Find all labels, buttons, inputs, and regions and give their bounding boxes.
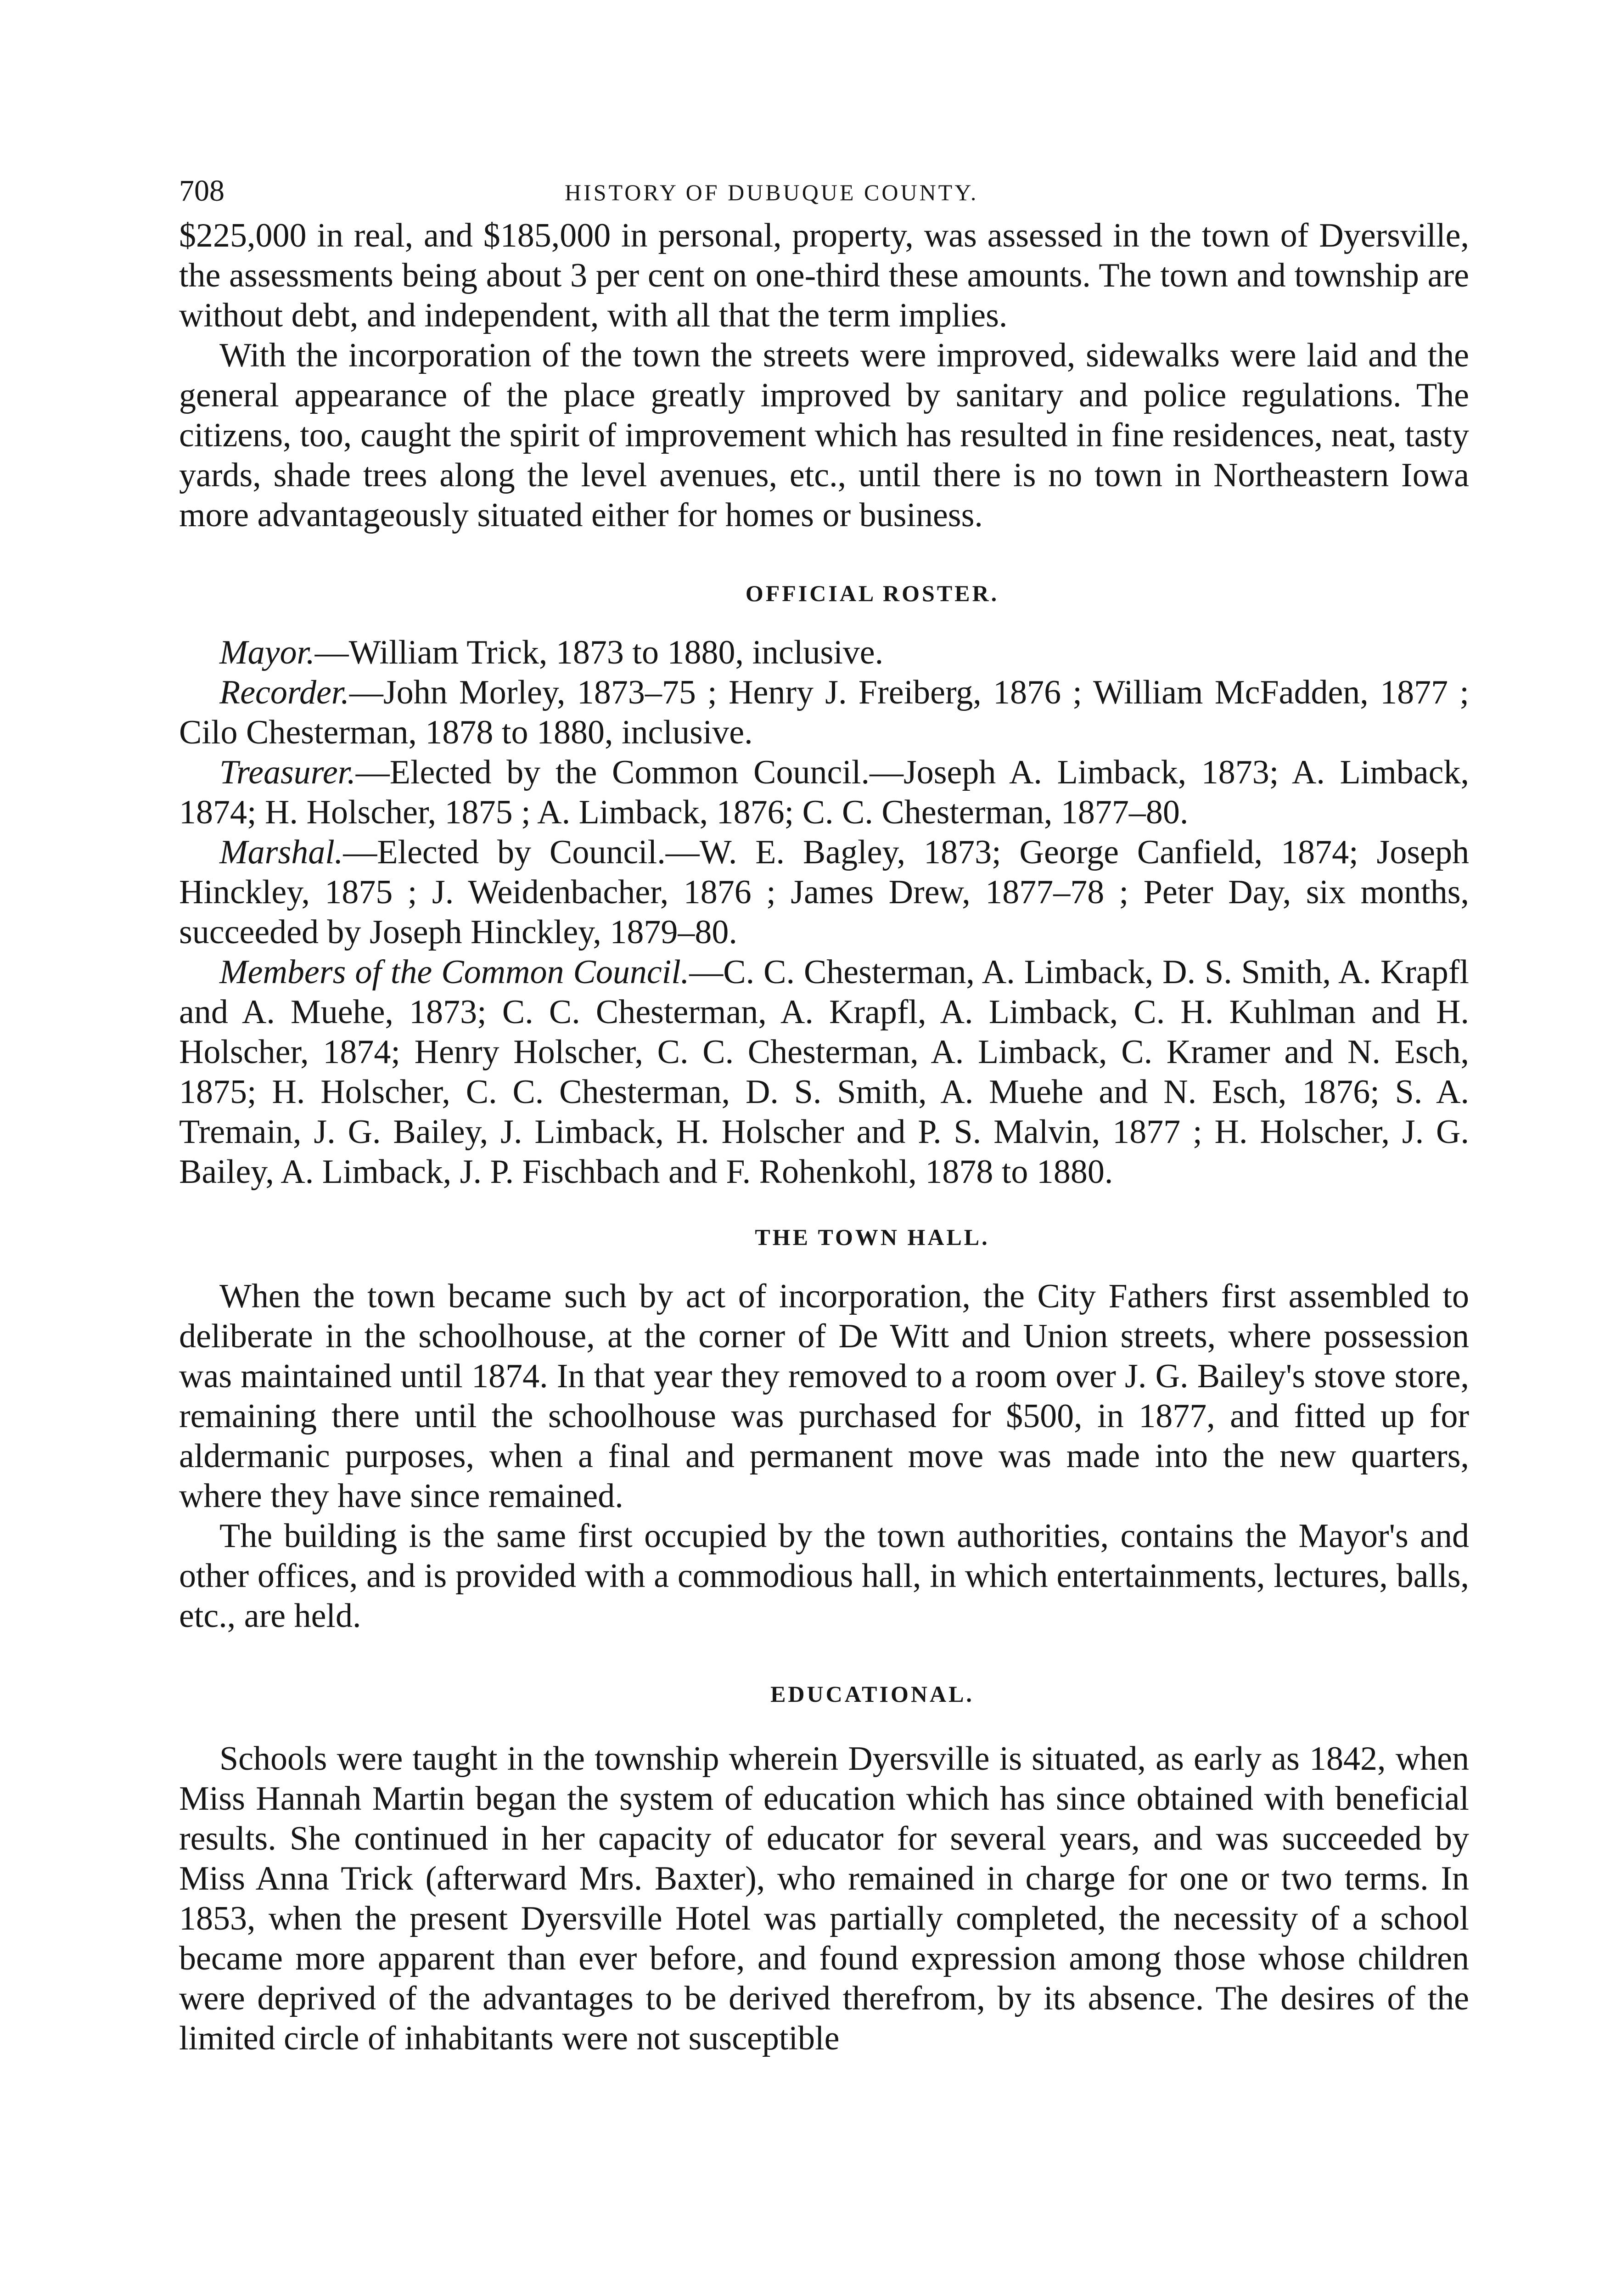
intro-section: [179, 216, 1469, 535]
intro-paragraph-assessment: $225,000 in real, and $185,000 in personal, property, was assessed in the town of Dyersville, the assessments being about 3 per cent on one-third these amounts. The town and township are without debt, and independent, with all that the term implies.: [179, 217, 1469, 334]
educational-heading: EDUCATIONAL.: [770, 1681, 974, 1707]
roster-entry-mayor: [179, 633, 1469, 673]
educational-section: [179, 1676, 1469, 2059]
roster-text: —John Morley, 1873–75 ; Henry J. Freiberg, 1876 ; William McFadden, 1877 ; Cilo Chesterman, 1878 to 1880, inclusive.: [179, 674, 1469, 751]
town-hall-paragraph-building: The building is the same first occupied by the town authorities, contains the Mayor's and other offices, and is provided with a commodious hall, in which entertainments, lectures, balls, etc., are held.: [179, 1517, 1469, 1635]
town-hall-heading: THE TOWN HALL.: [755, 1224, 990, 1250]
running-head: [179, 165, 1469, 216]
roster-text: —Elected by Council.—W. E. Bagley, 1873; George Canfield, 1874; Joseph Hinckley, 1875 ; J. Weidenbacher, 1876 ; James Drew, 1877–78 ; Peter Day, six months, succeeded by Joseph Hinckley, 1879–80.: [179, 833, 1469, 951]
official-roster-section: [179, 575, 1469, 1192]
educational-paragraph: Schools were taught in the township wherein Dyersville is situated, as early as 1842, when Miss Hannah Martin began the system of education which has since obtained with beneficial results. She continued in her capacity of educator for several years, and was succeeded by Miss Anna Trick (afterward Mrs. Baxter), who remained in charge for one or two terms. In 1853, when the present Dyersville Hotel was partially completed, the necessity of a school became more apparent than ever before, and found expression among those whose children were deprived of the advantages to be derived therefrom, by its absence. The desires of the limited circle of inhabitants were not susceptible: [179, 1740, 1469, 2057]
roster-entry-recorder: [179, 673, 1469, 753]
roster-entry-treasurer: [179, 753, 1469, 833]
town-hall-section: [179, 1219, 1469, 1636]
roster-role: Mayor.: [219, 634, 315, 671]
roster-entry-council: [179, 952, 1469, 1192]
town-hall-paragraph-history: When the town became such by act of incorporation, the City Fathers first assembled to deliberate in the schoolhouse, at the corner of De Witt and Union streets, where possession was maintained until 1874. In that year they removed to a room over J. G. Bailey's stove store, remaining there until the schoolhouse was purchased for $500, in 1877, and fitted up for aldermanic purposes, when a final and permanent move was made into the new quarters, where they have since remained.: [179, 1277, 1469, 1515]
roster-role: Members of the Common Council.: [219, 953, 690, 991]
roster-text: —William Trick, 1873 to 1880, inclusive.: [314, 634, 884, 671]
intro-paragraph-improvement: With the incorporation of the town the streets were improved, sidewalks were laid and the general appearance of the place greatly improved by sanitary and police regulations. The citizens, too, caught the spirit of improvement which has resulted in fine residences, neat, tasty yards, shade trees along the level avenues, etc., until there is no town in Northeastern Iowa more advantageously situated either for homes or business.: [179, 337, 1469, 534]
roster-role: Treasurer.: [219, 754, 356, 791]
roster-entry-marshal: [179, 833, 1469, 952]
page-number: 708: [179, 174, 224, 208]
roster-text: —Elected by the Common Council.—Joseph A. Limback, 1873; A. Limback, 1874; H. Holscher, 1875 ; A. Limback, 1876; C. C. Chesterman, 1877–80.: [179, 754, 1469, 831]
official-roster-heading: OFFICIAL ROSTER.: [745, 580, 999, 606]
roster-text: —C. C. Chesterman, A. Limback, D. S. Smith, A. Krapfl and A. Muehe, 1873; C. C. Chesterman, A. Krapfl, A. Limback, C. H. Kuhlman and H. Holscher, 1874; Henry Holscher, C. C. Chesterman, A. Limback, C. Kramer and N. Esch, 1875; H. Holscher, C. C. Chesterman, D. S. Smith, A. Muehe and N. Esch, 1876; S. A. Tremain, J. G. Bailey, J. Limback, H. Holscher and P. S. Malvin, 1877 ; H. Holscher, J. G. Bailey, A. Limback, J. P. Fischbach and F. Rohenkohl, 1878 to 1880.: [179, 953, 1469, 1191]
roster-role: Marshal.: [219, 833, 343, 871]
book-page: [179, 165, 1469, 2059]
running-title: HISTORY OF DUBUQUE COUNTY.: [565, 180, 979, 205]
roster-role: Recorder.: [219, 674, 349, 711]
